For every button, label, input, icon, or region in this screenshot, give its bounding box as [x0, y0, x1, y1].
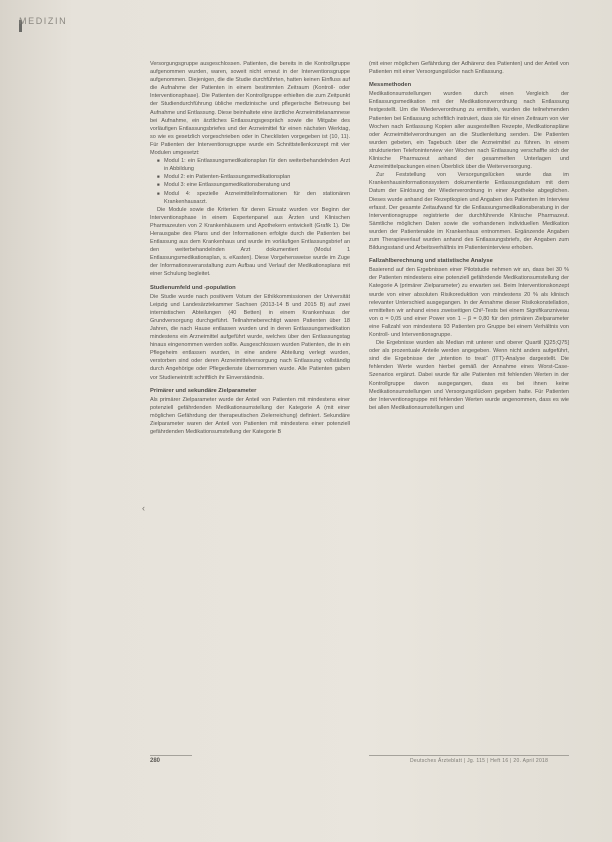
journal-reference: Deutsches Ärzteblatt | Jg. 115 | Heft 16 | 20. April 2018	[410, 758, 549, 764]
zielparameter-paragraph: Als primärer Zielparameter wurde der Anteil von Patienten mit mindestens einer potenziell gefährdenden Medikationsumstellung der Kategorie A (mit einer möglichen Gefährdung der therapeutischen Zielerreichung) definiert. Sekundäre Zielparameter waren der Anteil von Patienten mit mindestens einer potenziell gefährdenden Medikationsumstellung der Kategorie B	[150, 396, 350, 436]
section-heading-fallzahl: Fallzahlberechnung und statistische Analyse	[369, 258, 493, 265]
module-item: ■ Modul 4: spezielle Arzneimittelinformationen für den stationären Krankenhausarzt.	[157, 190, 350, 206]
messmethoden-paragraph-2: Zur Feststellung von Versorgungslücken wurde das im Krankenhausinformationssystem dokumentierte Entlassungsdatum mit dem Datum der Einlösung der Wiederverordnung in einer Apotheke abgeglichen. Dieses wurde anhand der Rezeptkopien und Angaben des Patienten im Interview erfasst. Der gesamte Zeitaufwand für die Entlassungsmedikationsberatung in der Interventionsgruppe registrierte der durchführende Klinische Pharmazeut. Sämtliche möglichen Daten sowie die vorhandenen individuellen Medikation wurden der Patientenakte im Krankenhaus entnommen. Ergänzende Angaben zum Therapieverlauf wurden anhand des Entlassungsbriefs, der Angaben zum Bildungsstand und Arbeitsverhältnis im Patienteninterview erhoben.	[369, 172, 569, 252]
module-list	[150, 157, 350, 206]
studienumfeld-paragraph: Die Studie wurde nach positivem Votum der Ethikkommissionen der Universität Leipzig und Landesärztekammer Sachsen (2013-14 B und 2015 B) auf zwei internistischen Abteilungen (40 Betten) in einem Krankenhaus der Grundversorgung durchgeführt. Teilnahmeberechtigt waren Patienten über 18 Jahren, die nach Hause entlassen wurden und in deren Entlassungsmedikation mindestens ein Arzneimittel aufgeführt wurde, welches über den Entlassungstag hinaus eingenommen werden sollte. Ausgeschlossen wurden Patienten, die in ein Pflegeheim entlassen wurden, in eine andere Abteilung verlegt wurden, verstorben sind oder deren Arzneimittelversorgung nach Entlassung vollständig durch Angehörige oder Pflegedienste übernommen wurde. Alle Patienten gaben vor Studieneintritt schriftlich ihr Einverständnis.	[150, 293, 350, 381]
footer-rule-left	[150, 755, 192, 756]
footer-rule-right	[369, 755, 569, 756]
page-number: 280	[150, 758, 161, 764]
module-item: ■ Modul 2: ein Patienten-Entlassungsmedikationsplan	[157, 173, 350, 181]
margin-annotation: ‹	[142, 503, 145, 513]
messmethoden-paragraph-1: Medikationsumstellungen wurden durch einen Vergleich der Entlassungsmedikation mit der Medikationsverordnung nach Entlassung festgestellt. Um die Wiederverordnung zu ermitteln, wurden die teilnehmenden Patienten bei Entlassung schriftlich instruiert, dass sie für einen Zeitraum von vier Wochen nach Entlassung Kopien aller ausgestellten Rezepte, Medikationspläne oder Arzneimittelverordnungen an die Studienleitung senden. Die Patienten wurden gebeten, ein Tagebuch über die Arzneimittel zu führen. In einem strukturierten Telefoninterview vier Wochen nach Entlassung verschaffte sich der Klinische Pharmazeut anhand der gesammelten Unterlagen und Arzneimittelpackungen einen Überblick über die Weiterversorgung.	[369, 91, 569, 171]
left-paragraph-1: Versorgungsgruppe ausgeschlossen. Patienten, die bereits in die Kontrollgruppe aufgenommen wurden, waren, soweit nicht erneut in der Interventionsgruppe aufgenommen. Diejenigen, die die Studie durchführten, hatten keinen Einfluss auf die Aufnahme der Patienten in einem bestimmten Zeitraum (Kontroll- oder Interventionsphase). Die Patienten der Kontrollgruppe erhielten die zum Zeitpunkt der Studiendurchführung übliche medizinische und pflegerische Betreuung bei Aufnahme und Entlassung. Diese beinhaltete eine ärztliche Arzneimittelanamnese bei Aufnahme, ein ärztliches Entlassungsgespräch sowie die Mitgabe des vorläufigen Entlassungsbriefes und der Arzneimittel für einen nächsten Werktag, so wie es gesetzlich vorgeschrieben oder in Checklisten vorgegeben ist (10, 11). Für Patienten der Interventionsgruppe wurde ein Schnittstellenkonzept mit vier Modulen umgesetzt:	[150, 61, 350, 157]
section-heading-messmethoden: Messmethoden	[369, 82, 412, 89]
section-heading-zielparameter: Primärer und sekundäre Zielparameter	[150, 387, 257, 394]
fallzahl-paragraph-2: Die Ergebnisse wurden als Median mit unterer und oberer Quartil [Q25;Q75] oder als prozentuale Anteile werden angegeben. Wenn nicht anders aufgeführt, sind die Ergebnisse der „intention to treat“ (ITT)-Analyse dargestellt. Die fehlenden Werte wurden hierbei gemäß der Annahme eines Worst-Case-Szenarios ergänzt. Dabei wurde für alle Patienten mit fehlenden Werten in der Kontrollgruppe davon ausgegangen, dass es bei ihnen keine Medikationsumstellungen und Versorgungslücken gegeben hatte. Für Patienten der Interventionsgruppe mit fehlenden Werten wurde angenommen, dass es wie bei allen Medikationsumstellungen und	[369, 340, 569, 411]
module-item: ■ Modul 3: eine Entlassungsmedikationsberatung und	[157, 181, 350, 189]
left-paragraph-2: Die Module sowie die Kriterien für deren Einsatz wurden vor Beginn der Interventionsphase in einem Expertenpanel aus Ärzten und Klinischen Pharmazeuten von 2 Krankenhäusern und Apothekern entwickelt (Grafik 1). Die Herausgabe des Plans und der Informationen erfolgte durch die Patienten bei Entlassung aus dem Krankenhaus und wurde im vorläufigen Entlassungsbrief an den weiterbehandelnden Arzt dokumentiert (Modul 1 Entlassungsmedikationsplan, s. eKasten). Diese Vorgehensweise wurde im Zuge der Informationsveranstaltung zum Aufbau und Verlauf der Medikationsplans mit einer Schulung begleitet.	[150, 206, 350, 278]
right-column	[369, 60, 569, 780]
right-intro-paragraph: (mit einer möglichen Gefährdung der Adhärenz des Patienten) und der Anteil von Patienten mit einer Versorgungslücke nach Entlassung.	[369, 61, 569, 76]
section-label: MEDIZIN	[19, 16, 68, 26]
section-heading-studienumfeld: Studienumfeld und -population	[150, 284, 236, 291]
fallzahl-paragraph-1: Basierend auf den Ergebnissen einer Pilotstudie nehmen wir an, dass bei 30 % der Patienten mindestens eine potenziell gefährdende Medikationsumstellung der Kategorie A (primärer Zielparameter) zu erwarten sei. Beim Interventionskonzept wurde von einer absoluten Risikoreduktion von mindestens 20 % als klinisch relevanter Unterschied ausgegangen. In der Annahme dieser Risikokonstellation, ermittelten wir anhand eines zweiseitigen Chi²-Tests bei einem Signifikanzniveau von α = 0,05 und einer Power von 1 – β = 0,80 für den primären Zielparameter eine Fallzahl von mindestens 93 Patienten pro Gruppe bei einem Verhältnis von Kontroll- und Interventionsgruppe.	[369, 267, 569, 338]
module-item: ■ Modul 1: ein Entlassungsmedikationsplan für den weiterbehandelnden Arzt in Abbildung	[157, 157, 350, 173]
left-column	[150, 60, 350, 760]
